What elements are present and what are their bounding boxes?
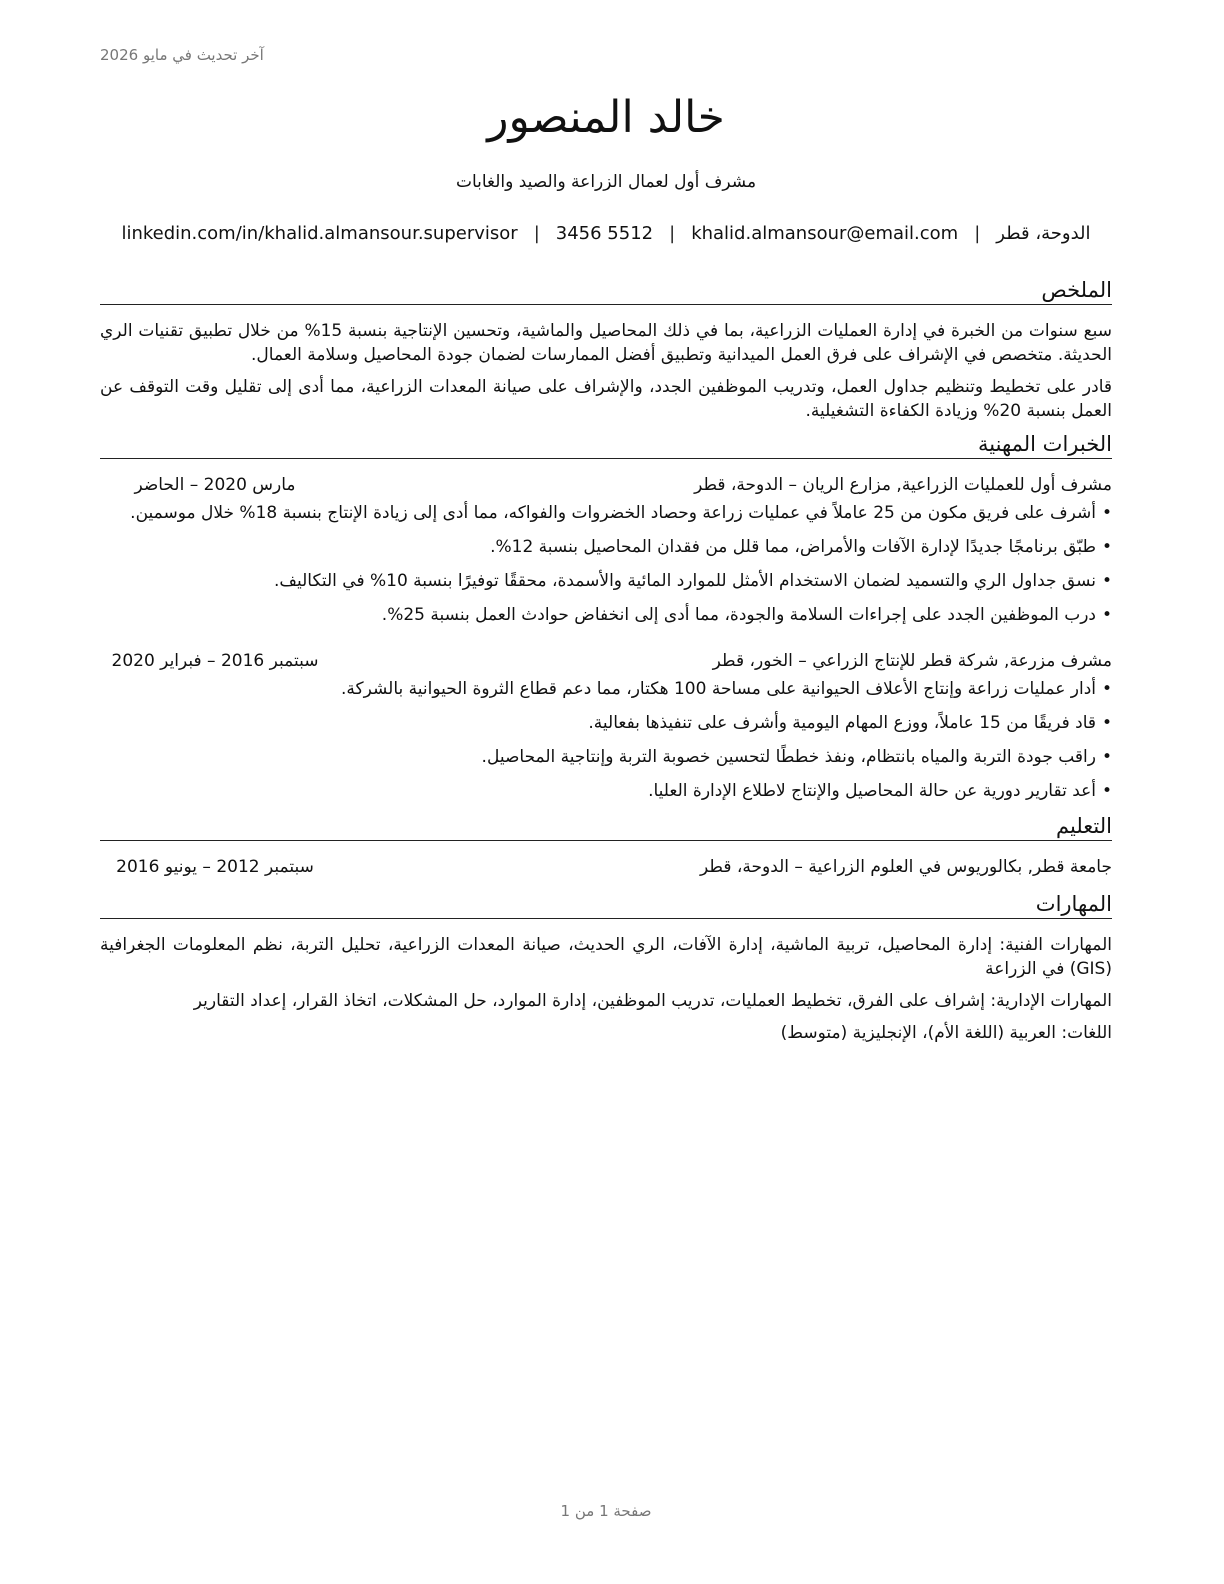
contact-separator: | [669,223,676,244]
skills-heading: المهارات [100,891,1112,919]
bullet-text: درب الموظفين الجدد على إجراءات السلامة والجودة، مما أدى إلى انخفاض حوادث العمل بنسبة 25%. [381,605,1096,625]
education-heading: التعليم [100,813,1112,841]
list-item [100,535,1112,559]
skills-management: المهارات الإدارية: إشراف على الفرق، تخطيط العمليات، تدريب الموظفين، إدارة الموارد، حل المشكلات، اتخاذ القرار، إعداد التقارير [193,991,1112,1011]
bullet-text: نسق جداول الري والتسميد لضمان الاستخدام الأمثل للموارد المائية والأسمدة، محققًا توفيرًا بنسبة 10% في التكاليف. [273,571,1096,591]
page-number: صفحة 1 من 1 [560,1502,652,1520]
job-header [100,473,1112,497]
bullet-icon: • [1101,713,1112,733]
resume-page [100,0,1112,1584]
education-entry [100,855,1112,879]
list-item [100,779,1112,803]
contact-separator: | [533,223,540,244]
contact-phone: 3456 5512 [555,223,654,244]
education-dates: سبتمبر 2012 – يونيو 2016 [116,857,314,877]
bullet-icon: • [1101,605,1112,625]
contact-separator: | [974,223,981,244]
list-item [100,501,1112,525]
bullet-text: أدار عمليات زراعة وإنتاج الأعلاف الحيوانية على مساحة 100 هكتار، مما دعم قطاع الثروة الحيوانية بالشركة. [340,679,1096,699]
list-item [100,677,1112,701]
contact-location: الدوحة، قطر [996,223,1091,244]
bullet-text: طبّق برنامجًا جديدًا لإدارة الآفات والأمراض، مما قلل من فقدان المحاصيل بنسبة 12%. [490,537,1096,557]
bullet-icon: • [1101,781,1112,801]
job-entry [100,473,1112,627]
list-item [100,569,1112,593]
job-dates: سبتمبر 2016 – فبراير 2020 [111,651,319,671]
summary-paragraph: قادر على تخطيط وتنظيم جداول العمل، وتدريب الموظفين الجدد، والإشراف على صيانة المعدات الزراعية، مما أدى إلى تقليل وقت التوقف عن العمل بنسبة 20% وزيادة الكفاءة التشغيلية. [100,377,1112,421]
job-title: مشرف أول لعمال الزراعة والصيد والغابات [455,172,757,192]
contact-linkedin[interactable]: linkedin.com/in/khalid.almansour.supervisor [121,223,518,244]
contact-email[interactable]: khalid.almansour@email.com [691,223,959,244]
job-entry [100,649,1112,803]
list-item [100,603,1112,627]
list-item [100,711,1112,735]
bullet-icon: • [1101,537,1112,557]
contact-line [100,223,1112,244]
resume-content [100,277,1112,1053]
bullet-icon: • [1101,679,1112,699]
summary-heading: الملخص [100,277,1112,305]
experience-heading: الخبرات المهنية [100,431,1112,459]
skills-technical: المهارات الفنية: إدارة المحاصيل، تربية الماشية، إدارة الآفات، الري الحديث، صيانة المعدات الزراعية، تحليل التربة، نظم المعلومات الجغرافية (GIS) في الزراعة [100,935,1112,979]
candidate-name: خالد المنصور [487,92,725,143]
bullet-icon: • [1101,747,1112,767]
job-bullets [100,677,1112,803]
last-updated: آخر تحديث في مايو 2026 [100,46,264,64]
education-institution: جامعة قطر, بكالوريوس في العلوم الزراعية – الدوحة، قطر [700,857,1112,877]
skills-languages: اللغات: العربية (اللغة الأم)، الإنجليزية (متوسط) [780,1023,1112,1043]
job-title-company: مشرف مزرعة, شركة قطر للإنتاج الزراعي – الخور، قطر [712,651,1112,671]
bullet-text: راقب جودة التربة والمياه بانتظام، ونفذ خططًا لتحسين خصوبة التربة وإنتاجية المحاصيل. [481,747,1096,767]
job-bullets [100,501,1112,627]
job-header [100,649,1112,673]
bullet-icon: • [1101,571,1112,591]
list-item [100,745,1112,769]
bullet-text: أعد تقارير دورية عن حالة المحاصيل والإنتاج لاطلاع الإدارة العليا. [648,781,1096,801]
summary-paragraph: سبع سنوات من الخبرة في إدارة العمليات الزراعية، بما في ذلك المحاصيل والماشية، وتحسين الإنتاجية بنسبة 15% من خلال تطبيق تقنيات الري الحديثة. متخصص في الإشراف على فرق العمل الميدانية وتطبيق أفضل الممارسات لضمان جودة المحاصيل وسلامة العمال. [100,321,1112,365]
bullet-text: قاد فريقًا من 15 عاملاً، ووزع المهام اليومية وأشرف على تنفيذها بفعالية. [588,713,1096,733]
bullet-text: أشرف على فريق مكون من 25 عاملاً في عمليات زراعة وحصاد الخضروات والفواكه، مما أدى إلى زيادة الإنتاج بنسبة 18% خلال موسمين. [130,503,1096,523]
bullet-icon: • [1101,503,1112,523]
job-title-company: مشرف أول للعمليات الزراعية, مزارع الريان – الدوحة، قطر [694,475,1112,495]
job-dates: مارس 2020 – الحاضر [134,475,296,495]
